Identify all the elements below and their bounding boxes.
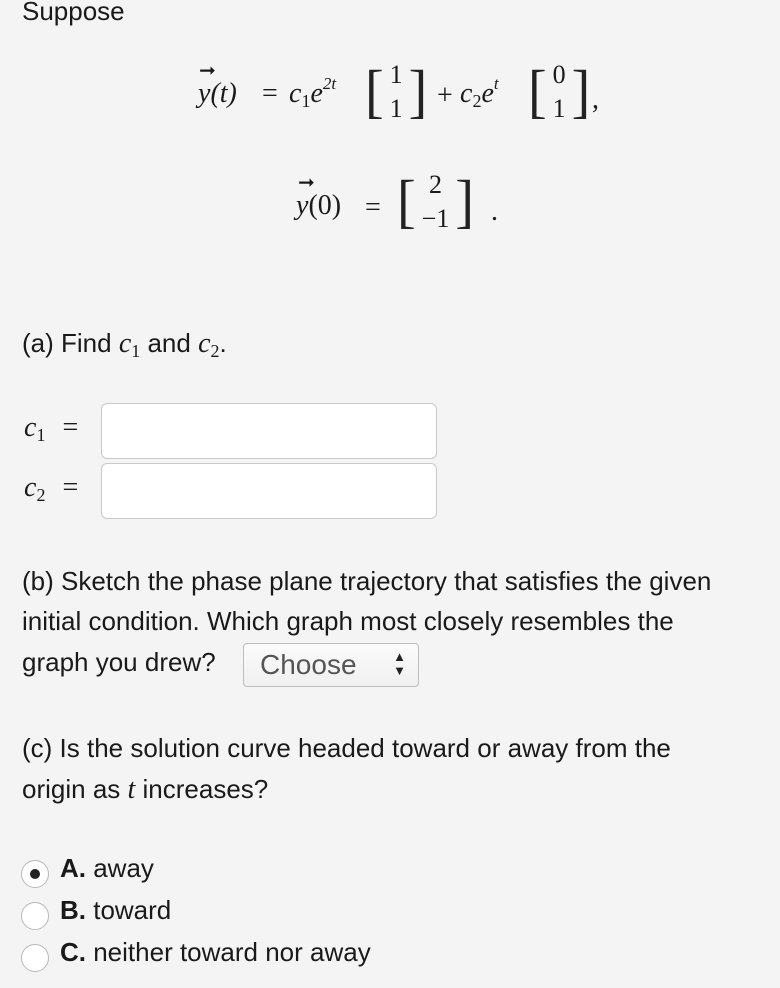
- option-a-label[interactable]: A. away: [60, 853, 154, 883]
- option-b-label[interactable]: B. toward: [60, 895, 172, 925]
- matrix-2: [ 0 1 ]: [528, 59, 591, 125]
- c1-term: $c1e^{2t}$: [289, 74, 337, 111]
- select-value: Choose: [260, 649, 357, 680]
- period: .: [491, 196, 498, 227]
- intro-text: Suppose: [22, 0, 125, 26]
- c2-input[interactable]: [101, 463, 437, 519]
- radio-option-c[interactable]: [21, 944, 49, 972]
- radio-option-a[interactable]: [21, 860, 49, 888]
- vector-arrow: ➞: [298, 172, 315, 194]
- y0-vector: y(0): [296, 190, 342, 221]
- part-a-question: (a) Find c1 and c2.: [22, 328, 227, 361]
- y-vector: y(t): [198, 78, 237, 109]
- part-c-question: (c) Is the solution curve headed toward or away from the origin as t increases?: [22, 733, 671, 806]
- part-b-question: (b) Sketch the phase plane trajectory that satisfies the given initial condition. Which graph most closely resembles the graph you drew?: [22, 566, 712, 677]
- option-c-label[interactable]: C. neither toward nor away: [60, 937, 371, 967]
- c2-term: $c2e^t$: [460, 74, 499, 111]
- c1-label: c1 =: [24, 412, 79, 445]
- radio-option-b[interactable]: [21, 902, 49, 930]
- equals-sign: =: [365, 192, 381, 223]
- plus-sign: +: [437, 80, 453, 111]
- updown-arrows-icon: ▲ ▼: [393, 649, 406, 678]
- vector-arrow: ➞: [199, 60, 216, 82]
- equals-sign: =: [262, 78, 278, 109]
- comma: ,: [592, 84, 599, 115]
- matrix-1: [ 1 1 ]: [365, 59, 428, 125]
- c2-label: c2 =: [24, 472, 79, 505]
- matrix-3: [ 2 −1 ]: [397, 169, 474, 235]
- c1-input[interactable]: [101, 403, 437, 459]
- graph-choice-select[interactable]: [243, 643, 419, 687]
